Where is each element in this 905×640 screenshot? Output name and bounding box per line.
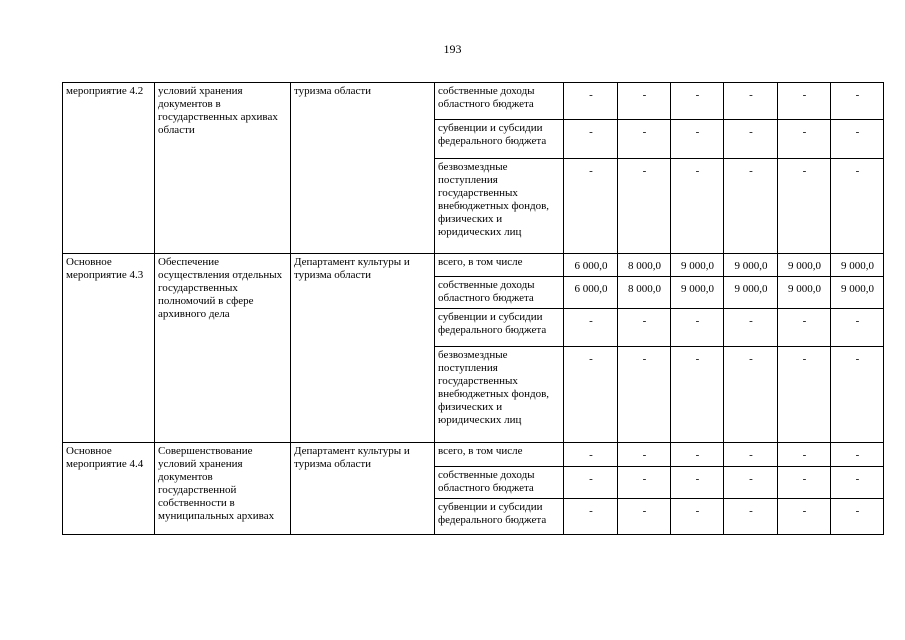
value-cell: -	[618, 347, 671, 443]
value-cell: 6 000,0	[564, 254, 618, 277]
value-cell: -	[671, 499, 724, 535]
value-cell: -	[831, 120, 884, 159]
value-cell: -	[564, 159, 618, 254]
table-row	[63, 254, 884, 277]
value-cell: -	[724, 443, 778, 467]
table-row	[63, 83, 884, 120]
funding-source-cell: всего, в том числе	[435, 254, 564, 277]
value-cell: 6 000,0	[564, 277, 618, 309]
value-cell: -	[671, 347, 724, 443]
value-cell: -	[778, 83, 831, 120]
value-cell: 9 000,0	[778, 254, 831, 277]
event-id-cell: мероприятие 4.2	[63, 83, 155, 254]
event-name-cell: Совершенствование условий хранения документов государственной собственности в муниципальных архивах	[155, 443, 291, 535]
event-name-cell: Обеспечение осуществления отдельных государственных полномочий в сфере архивного дела	[155, 254, 291, 443]
value-cell: -	[724, 120, 778, 159]
funding-source-cell: собственные доходы областного бюджета	[435, 467, 564, 499]
value-cell: 9 000,0	[778, 277, 831, 309]
value-cell: -	[564, 83, 618, 120]
value-cell: -	[831, 159, 884, 254]
value-cell: -	[564, 467, 618, 499]
funding-source-cell: собственные доходы областного бюджета	[435, 277, 564, 309]
funding-source-cell: субвенции и субсидии федерального бюджета	[435, 120, 564, 159]
value-cell: -	[724, 83, 778, 120]
value-cell: -	[778, 443, 831, 467]
value-cell: -	[618, 467, 671, 499]
value-cell: -	[564, 443, 618, 467]
value-cell: 9 000,0	[831, 277, 884, 309]
executor-cell: Департамент культуры и туризма области	[291, 443, 435, 535]
value-cell: -	[778, 120, 831, 159]
funding-source-cell: безвозмездные поступления государственных внебюджетных фондов, физических и юридических лиц	[435, 347, 564, 443]
value-cell: 9 000,0	[724, 254, 778, 277]
value-cell: -	[618, 443, 671, 467]
funding-source-cell: субвенции и субсидии федерального бюджета	[435, 499, 564, 535]
value-cell: -	[564, 499, 618, 535]
value-cell: -	[778, 309, 831, 347]
value-cell: -	[671, 467, 724, 499]
event-id-cell: Основное мероприятие 4.3	[63, 254, 155, 443]
value-cell: -	[778, 347, 831, 443]
value-cell: -	[671, 83, 724, 120]
table-body	[63, 83, 884, 535]
table-row	[63, 443, 884, 467]
value-cell: -	[778, 499, 831, 535]
value-cell: -	[724, 309, 778, 347]
event-id-cell: Основное мероприятие 4.4	[63, 443, 155, 535]
value-cell: -	[724, 467, 778, 499]
value-cell: -	[778, 467, 831, 499]
value-cell: -	[724, 499, 778, 535]
value-cell: -	[564, 309, 618, 347]
value-cell: -	[724, 159, 778, 254]
value-cell: -	[778, 159, 831, 254]
executor-cell: Департамент культуры и туризма области	[291, 254, 435, 443]
value-cell: -	[618, 159, 671, 254]
value-cell: -	[671, 309, 724, 347]
value-cell: -	[831, 83, 884, 120]
value-cell: -	[618, 309, 671, 347]
value-cell: -	[831, 347, 884, 443]
executor-cell: туризма области	[291, 83, 435, 254]
value-cell: -	[671, 443, 724, 467]
event-name-cell: условий хранения документов в государственных архивах области	[155, 83, 291, 254]
value-cell: 9 000,0	[831, 254, 884, 277]
value-cell: -	[831, 499, 884, 535]
funding-source-cell: субвенции и субсидии федерального бюджета	[435, 309, 564, 347]
funding-source-cell: собственные доходы областного бюджета	[435, 83, 564, 120]
value-cell: -	[724, 347, 778, 443]
value-cell: 9 000,0	[724, 277, 778, 309]
value-cell: -	[831, 443, 884, 467]
value-cell: -	[671, 159, 724, 254]
funding-source-cell: всего, в том числе	[435, 443, 564, 467]
budget-table	[62, 82, 884, 535]
value-cell: -	[618, 499, 671, 535]
page-number: 193	[443, 42, 462, 56]
value-cell: -	[671, 120, 724, 159]
value-cell: -	[618, 120, 671, 159]
value-cell: 8 000,0	[618, 277, 671, 309]
value-cell: -	[618, 83, 671, 120]
value-cell: 9 000,0	[671, 254, 724, 277]
value-cell: 9 000,0	[671, 277, 724, 309]
value-cell: -	[564, 347, 618, 443]
value-cell: 8 000,0	[618, 254, 671, 277]
value-cell: -	[564, 120, 618, 159]
value-cell: -	[831, 309, 884, 347]
value-cell: -	[831, 467, 884, 499]
funding-source-cell: безвозмездные поступления государственных внебюджетных фондов, физических и юридических лиц	[435, 159, 564, 254]
